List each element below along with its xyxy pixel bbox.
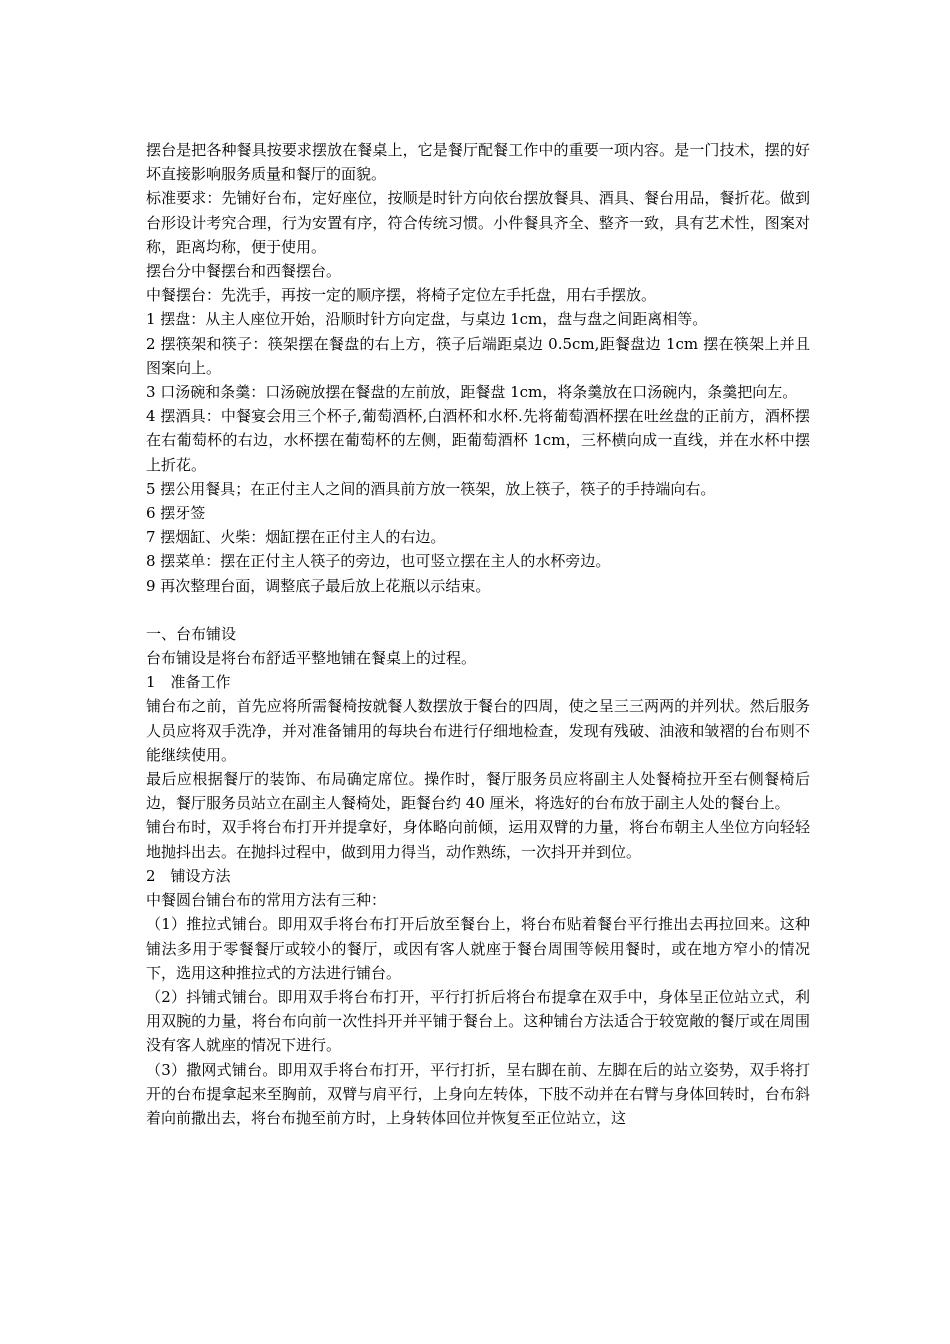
paragraph: 摆台是把各种餐具按要求摆放在餐桌上，它是餐厅配餐工作中的重要一项内容。是一门技术，摆的好坏直接影响服务质量和餐厅的面貌。	[146, 141, 810, 184]
list-item: 6 摆牙签	[146, 504, 206, 523]
paragraph: 中餐摆台：先洗手，再按一定的顺序摆，将椅子定位左手托盘，用右手摆放。	[146, 286, 657, 305]
section-spacer	[146, 598, 810, 622]
list-item: （1）推拉式铺台。即用双手将台布打开后放至餐台上，将台布贴着餐台平行推出去再拉回来。这种铺法多用于零餐餐厅或较小的餐厅，或因有客人就座于餐台周围等候用餐时，或在地方窄小的情况下，选用这种推拉式的方法进行铺台。	[146, 915, 810, 982]
list-item: 5 摆公用餐具；在正付主人之间的酒具前方放一筷架，放上筷子，筷子的手持端向右。	[146, 479, 716, 498]
subsection-heading: 2 铺设方法	[146, 866, 231, 885]
list-item: 8 摆菜单：摆在正付主人筷子的旁边，也可竖立摆在主人的水杯旁边。	[146, 552, 611, 571]
list-item: 3 口汤碗和条羹：口汤碗放摆在餐盘的左前放，距餐盘 1cm，将条羹放在口汤碗内，条羹把向左。	[146, 383, 798, 402]
list-item: 7 摆烟缸、火柴：烟缸摆在正付主人的右边。	[146, 528, 446, 547]
list-item: （3）撒网式铺台。即用双手将台布打开，平行打折，呈右脚在前、左脚在后的站立姿势，双手将打开的台布提拿起来至胸前，双臂与肩平行，上身向左转体，下肢不动并在右臂与身体回转时，台布斜着向前撒出去，将台布抛至前方时，上身转体回位并恢复至正位站立，这	[146, 1060, 810, 1127]
document-page	[146, 138, 810, 1130]
paragraph: 标准要求：先铺好台布，定好座位，按顺是时针方向依台摆放餐具、酒具、餐台用品，餐折花。做到 台形设计考究合理，行为安置有序，符合传统习惯。小件餐具齐全、整齐一致，具有艺术性，图案对称，距离均称，便于使用。	[146, 189, 810, 256]
list-item: （2）抖铺式铺台。即用双手将台布打开，平行打折后将台布提拿在双手中，身体呈正位站立式，利用双腕的力量，将台布向前一次性抖开并平铺于餐台上。这种铺台方法适合于较宽敞的餐厅或在周围没有客人就座的情况下进行。	[146, 987, 810, 1055]
list-item: 1 摆盘：从主人座位开始，沿顺时针方向定盘，与桌边 1cm，盘与盘之间距离相等。	[146, 310, 708, 329]
paragraph: 铺台布之前，首先应将所需餐椅按就餐人数摆放于餐台的四周，使之呈三三两两的并列状。然后服务人员应将双手洗净，并对准备铺用的每块台布进行仔细地检查，发现有残破、油液和皱褶的台布则不能继续使用。	[146, 697, 810, 764]
paragraph: 铺台布时，双手将台布打开并提拿好，身体略向前倾，运用双臂的力量，将台布朝主人坐位方向轻轻地抛抖出去。在抛抖过程中，做到用力得当，动作熟练，一次抖开并到位。	[146, 818, 810, 861]
paragraph: 中餐圆台铺台布的常用方法有三种：	[146, 891, 387, 910]
list-item: 9 再次整理台面，调整底子最后放上花瓶以示结束。	[146, 576, 491, 595]
list-item: 4 摆酒具：中餐宴会用三个杯子,葡萄酒杯,白酒杯和水杯.先将葡萄酒杯摆在吐丝盘的正前方，酒杯摆在右葡萄杯的右边，水杯摆在葡萄杯的左侧，距葡萄酒杯 1cm，三杯横向成一直线，并在水杯中摆上折花。	[146, 407, 810, 474]
list-item: 2 摆筷架和筷子：筷架摆在餐盘的右上方，筷子后端距桌边 0.5cm,距餐盘边 1cm 摆在筷架上并且图案向上。	[146, 334, 810, 377]
paragraph: 台布铺设是将台布舒适平整地铺在餐桌上的过程。	[146, 649, 477, 668]
paragraph: 摆台分中餐摆台和西餐摆台。	[146, 262, 342, 281]
section-heading: 一、台布铺设	[146, 624, 237, 643]
subsection-heading: 1 准备工作	[146, 673, 231, 692]
paragraph: 最后应根据餐厅的装饰、布局确定席位。操作时，餐厅服务员应将副主人处餐椅拉开至右侧餐椅后边，餐厅服务员站立在副主人餐椅处，距餐台约 40 厘米，将选好的台布放于副主人处的餐台上。	[146, 770, 810, 813]
